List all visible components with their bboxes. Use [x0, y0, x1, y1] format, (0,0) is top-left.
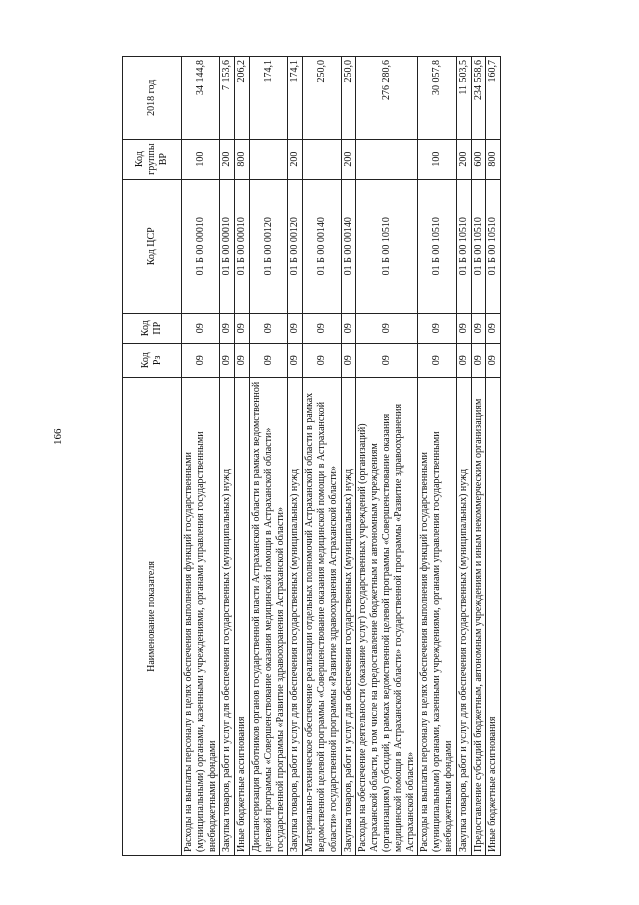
cell-csr: 01 Б 00 10510: [471, 179, 486, 313]
cell-rz: 09: [235, 343, 250, 377]
header-row: [123, 57, 182, 856]
cell-vr: 200: [288, 139, 303, 179]
cell-csr: 01 Б 00 00010: [220, 179, 235, 313]
cell-csr: 01 Б 00 00120: [249, 179, 287, 313]
cell-name: Иные бюджетные ассигнования: [486, 377, 501, 855]
cell-vr: 100: [418, 139, 456, 179]
cell-vr: [356, 139, 418, 179]
cell-rz: 09: [471, 343, 486, 377]
cell-rz: 09: [288, 343, 303, 377]
table-row: [456, 57, 471, 856]
cell-value: 276 280,6: [356, 57, 418, 140]
cell-pr: 09: [471, 313, 486, 343]
cell-pr: 09: [486, 313, 501, 343]
cell-pr: 09: [456, 313, 471, 343]
cell-csr: 01 Б 00 00010: [235, 179, 250, 313]
rotated-page-content: [122, 56, 630, 856]
cell-value: 160,7: [486, 57, 501, 140]
cell-rz: 09: [249, 343, 287, 377]
header-year: 2018 год: [123, 57, 182, 140]
cell-csr: 01 Б 00 10510: [486, 179, 501, 313]
cell-csr: 01 Б 00 10510: [356, 179, 418, 313]
cell-value: 250,0: [303, 57, 341, 140]
table-body: [182, 57, 501, 856]
table-row: [303, 57, 341, 856]
table-row: [418, 57, 456, 856]
cell-rz: 09: [486, 343, 501, 377]
cell-rz: 09: [418, 343, 456, 377]
cell-value: 11 503,5: [456, 57, 471, 140]
cell-rz: 09: [356, 343, 418, 377]
cell-csr: 01 Б 00 10510: [456, 179, 471, 313]
cell-name: Диспансеризация работников органов государственной власти Астраханской области в рамках ведомственной целевой программы «Совершенствование оказания медицинской помощи в Астраханской области» государственной программы «Развитие здравоохранения Астраханской области»: [249, 377, 287, 855]
cell-name: Иные бюджетные ассигнования: [235, 377, 250, 855]
cell-vr: 600: [471, 139, 486, 179]
cell-name: Расходы на обеспечение деятельности (оказание услуг) государственных учреждений (организаций) Астраханской области, в том числе на предоставление бюджетным и автономным учреждениям (организациям) субсидий, в рамках ведомственной целевой программы «Совершенствование оказания медицинской помощи в Астраханской области» государственной программы «Развитие здравоохранения Астраханской области»: [356, 377, 418, 855]
header-vr: Код группы ВР: [123, 139, 182, 179]
cell-value: 250,0: [341, 57, 356, 140]
cell-name: Закупка товаров, работ и услуг для обеспечения государственных (муниципальных) нужд: [220, 377, 235, 855]
cell-name: Расходы на выплаты персоналу в целях обеспечения выполнения функций государственными (муниципальными) органами, казенными учреждениями, органами управления государственными внебюджетными фондами: [182, 377, 220, 855]
cell-value: 206,2: [235, 57, 250, 140]
table-row: [182, 57, 220, 856]
cell-value: 34 144,8: [182, 57, 220, 140]
cell-value: 174,1: [288, 57, 303, 140]
table-row: [341, 57, 356, 856]
table-row: [249, 57, 287, 856]
cell-csr: 01 Б 00 10510: [418, 179, 456, 313]
cell-pr: 09: [418, 313, 456, 343]
table-row: [220, 57, 235, 856]
cell-vr: 800: [235, 139, 250, 179]
cell-pr: 09: [235, 313, 250, 343]
cell-vr: 100: [182, 139, 220, 179]
cell-vr: [303, 139, 341, 179]
table-row: [356, 57, 418, 856]
table-row: [486, 57, 501, 856]
cell-value: 174,1: [249, 57, 287, 140]
cell-vr: 800: [486, 139, 501, 179]
cell-vr: [249, 139, 287, 179]
cell-name: Предоставление субсидий бюджетным, автономным учреждениям и иным некоммерческим организациям: [471, 377, 486, 855]
cell-pr: 09: [249, 313, 287, 343]
cell-csr: 01 Б 00 00120: [288, 179, 303, 313]
header-name: Наименование показателя: [123, 377, 182, 855]
cell-pr: 09: [341, 313, 356, 343]
table-row: [235, 57, 250, 856]
cell-pr: 09: [356, 313, 418, 343]
cell-vr: 200: [341, 139, 356, 179]
cell-vr: 200: [220, 139, 235, 179]
cell-value: 30 057,8: [418, 57, 456, 140]
cell-name: Материально-техническое обеспечение реализации отдельных полномочий Астраханской области в рамках ведомственной целевой программы «Совершенствование оказания медицинской помощи в Астраханской области» государственной программы «Развитие здравоохранения Астраханской области»: [303, 377, 341, 855]
header-csr: Код ЦСР: [123, 179, 182, 313]
cell-vr: 200: [456, 139, 471, 179]
budget-table: [122, 56, 501, 856]
cell-rz: 09: [182, 343, 220, 377]
cell-rz: 09: [456, 343, 471, 377]
cell-csr: 01 Б 00 00140: [303, 179, 341, 313]
cell-csr: 01 Б 00 00140: [341, 179, 356, 313]
header-pr: Код ПР: [123, 313, 182, 343]
cell-pr: 09: [303, 313, 341, 343]
cell-rz: 09: [220, 343, 235, 377]
cell-rz: 09: [341, 343, 356, 377]
cell-name: Закупка товаров, работ и услуг для обеспечения государственных (муниципальных) нужд: [288, 377, 303, 855]
cell-name: Закупка товаров, работ и услуг для обеспечения государственных (муниципальных) нужд: [341, 377, 356, 855]
table-row: [288, 57, 303, 856]
header-rz: Код Рз: [123, 343, 182, 377]
cell-pr: 09: [182, 313, 220, 343]
cell-name: Закупка товаров, работ и услуг для обеспечения государственных (муниципальных) нужд: [456, 377, 471, 855]
cell-value: 234 558,6: [471, 57, 486, 140]
cell-name: Расходы на выплаты персоналу в целях обеспечения выполнения функций государственными (муниципальными) органами, казенными учреждениями, органами управления государственными внебюджетными фондами: [418, 377, 456, 855]
page-number: 166: [52, 428, 64, 445]
cell-pr: 09: [288, 313, 303, 343]
cell-value: 7 153,6: [220, 57, 235, 140]
table-row: [471, 57, 486, 856]
cell-csr: 01 Б 00 00010: [182, 179, 220, 313]
cell-pr: 09: [220, 313, 235, 343]
cell-rz: 09: [303, 343, 341, 377]
